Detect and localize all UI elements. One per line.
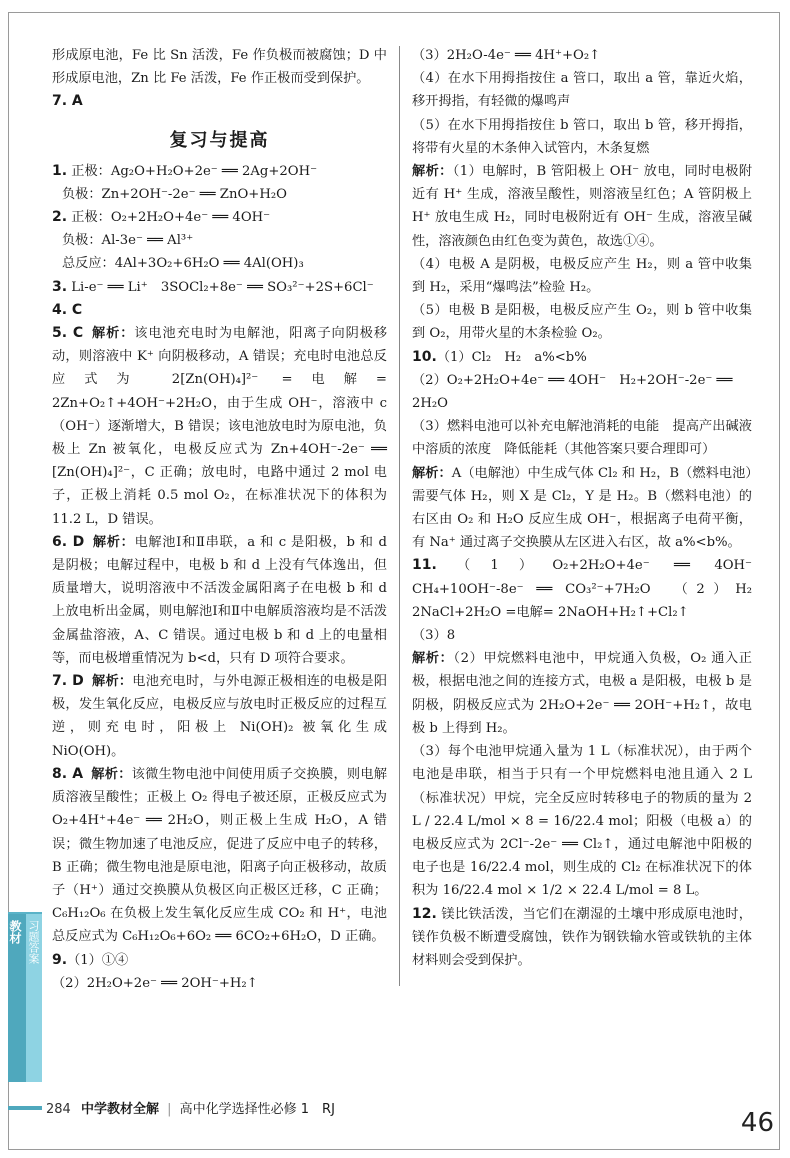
question-10-line-1: 10.（1）Cl₂ H₂ a%<b% [412,348,587,365]
footer-book-title: 中学教材全解 [80,1102,159,1117]
right-column [412,44,766,972]
q9-part-3: （3）2H₂O-4e⁻ ══ 4H⁺+O₂↑ [412,48,601,63]
question-10-analysis: 解析：A（电解池）中生成气体 Cl₂ 和 H₂，B（燃料电池）需要气体 H₂，则 X 是 Cl₂，Y 是 H₂。B（燃料电池）的右区由 O₂ 和 H₂O 反应生成 OH⁻，根据离子电荷平衡，有 Na⁺ 通过离子交换膜从左区进入右区，故 a%<b%。 [412,465,752,551]
side-tab [8,912,42,1082]
footer-accent-bar [8,1106,42,1110]
q9-analysis-1: 解析：（1）电解时，B 管阳极上 OH⁻ 放电，同时电极附近有 H⁺ 生成，溶液呈酸性，则溶液呈红色；A 管阴极上 H⁺ 放电生成 H₂，同时电极附近有 OH⁻ 生成，溶液呈碱性，溶液颜色由红色变为黄色，故选①④。 [412,164,753,249]
question-9-line-2: （2）2H₂O+2e⁻ ══ 2OH⁻+H₂↑ [52,975,258,991]
question-5: 5. C 解析：该电池充电时为电解池，阳离子向阴极移动，则溶液中 K⁺ 向阴极移动，A 错误；充电时电池总反应式为 2[Zn(OH)₄]²⁻ =电解= 2Zn+O₂↑+4OH⁻+2H₂O，由于生成 OH⁻，溶液中 c（OH⁻）逐渐增大，B 错误；该电池放电时为原电池，负极上 Zn 被氧化，电极反应式为 Zn+4OH⁻-2e⁻ ══ [Zn(OH)₄]²⁻，C 正确；放电时，电路中通过 2 mol 电子，正极上消耗 0.5 mol O₂，在标准状况下的体积为 11.2 L，D 错误。 [52,325,388,527]
question-1-line-1: 1. 正极：Ag₂O+H₂O+2e⁻ ══ 2Ag+2OH⁻ [52,162,318,179]
question-1-line-2: 负极：Zn+2OH⁻-2e⁻ ══ ZnO+H₂O [62,186,287,202]
question-3: 3. Li-e⁻ ══ Li⁺ 3SOCl₂+8e⁻ ══ SO₃²⁻+2S+6Cl⁻ [52,278,374,295]
question-6: 6. D 解析：电解池Ⅰ和Ⅱ串联，a 和 c 是阳极，b 和 d 是阴极；电解过程中，电极 b 和 d 上没有气体逸出，但质量增大，说明溶液中不活泼金属阳离子在电极 b 和 d 上放电析出金属，则电解池Ⅰ和Ⅱ中电解质溶液均是不活泼金属盐溶液，A、C 错误。通过电极 b 和 d 上的电量相等，而电极增重情况为 b<d，只有 D 项符合要求。 [52,533,388,666]
q9-analysis-4: （4）电极 A 是阴极，电极反应产生 H₂，则 a 管中收集到 H₂，采用“爆鸣法”检验 H₂。 [412,256,752,296]
footer [46,1098,335,1117]
question-2-line-3: 总反应：4Al+3O₂+6H₂O ══ 4Al(OH)₃ [62,256,304,272]
question-7-review: 7. D 解析：电池充电时，与外电源正极相连的电极是阳极，发生氧化反应，电极反应与放电时正极反应的过程互逆，则充电时，阳极上 Ni(OH)₂ 被氧化生成 NiO(OH)。 [52,673,388,759]
continued-text: 形成原电池，Fe 比 Sn 活泼，Fe 作负极而被腐蚀；D 中形成原电池，Zn 比 Fe 活泼，Fe 作正极而受到保护。 [52,48,387,87]
question-12: 12. 镁比铁活泼，当它们在潮湿的土壤中形成原电池时，镁作负极不断遭受腐蚀，铁作为钢铁输水管或铁轨的主体材料则会受到保护。 [412,905,752,968]
question-10-line-2: （2）O₂+2H₂O+4e⁻ ══ 4OH⁻ H₂+2OH⁻-2e⁻ ══ 2H₂O [412,372,733,412]
question-2-line-1: 2. 正极：O₂+2H₂O+4e⁻ ══ 4OH⁻ [52,209,271,226]
side-tab-main: 教材 [8,920,22,944]
column-divider [399,46,400,986]
footer-page-small: 284 [46,1102,71,1117]
q9-analysis-5: （5）电极 B 是阳极，电极反应产生 O₂，则 b 管中收集到 O₂，用带火星的木条检验 O₂。 [412,303,752,342]
q9-part-4: （4）在水下用拇指按住 a 管口，取出 a 管，靠近火焰，移开拇指，有轻微的爆鸣声 [412,71,752,110]
question-10-line-3: （3）燃料电池可以补充电解池消耗的电能 提高产出碱液中溶质的浓度 降低能耗（其他答案只要合理即可） [412,419,752,458]
left-column [52,44,387,995]
page-number: 46 [740,1108,774,1138]
question-9-line-1: 9.（1）①④ [52,951,129,968]
section-title: 复习与提高 [169,129,270,151]
question-11-line-2: （3）8 [412,628,456,644]
side-tab-sub: 习题答案 [27,920,40,964]
question-8: 8. A 解析：该微生物电池中间使用质子交换膜，则电解质溶液呈酸性；正极上 O₂ 得电子被还原，正极反应式为 O₂+4H⁺+4e⁻ ══ 2H₂O，则正极上生成 H₂O，A 错误；微生物加速了电池反应，促进了反应中电子的转移，B 正确；微生物电池是原电池，阳离子向正极移动，故质子（H⁺）通过交换膜从负极区向正极区迁移，C 正确；C₆H₁₂O₆ 在负极上发生氧化反应生成 CO₂ 和 H⁺，电池总反应式为 C₆H₁₂O₆+6O₂ ══ 6CO₂+6H₂O，D 正确。 [52,765,388,945]
question-11-analysis-3: （3）每个电池甲烷通入量为 1 L（标准状况），由于两个电池是串联，相当于只有一个甲烷燃料电池且通入 2 L（标准状况）甲烷，完全反应时转移电子的物质的量为 2 L / 22.4 L/mol × 8 = 16/22.4 mol；阳极（电极 a）的电极反应式为 2Cl⁻-2e⁻ ══ Cl₂↑，通过电解池中阳极的电子也是 16/22.4 mol，则生成的 Cl₂ 在标准状况下的体积为 16/22.4 mol × 1/2 × 22.4 L/mol = 8 L。 [412,744,752,899]
q9-part-5: （5）在水下用拇指按住 b 管口，取出 b 管，移开拇指，将带有火星的木条伸入试管内，木条复燃 [412,117,752,156]
footer-separator: | [167,1102,172,1117]
question-11-line-1: 11.（1）O₂+2H₂O+4e⁻ ══ 4OH⁻ CH₄+10OH⁻-8e⁻ ══ CO₃²⁻+7H₂O （2）H₂ 2NaCl+2H₂O =电解= 2NaOH+H₂↑+Cl₂↑ [412,557,766,620]
footer-subtitle: 高中化学选择性必修 1 RJ [179,1102,335,1117]
question-11-analysis-2: 解析：（2）甲烷燃料电池中，甲烷通入负极，O₂ 通入正极，根据电池之间的连接方式，电极 a 是阳极，电极 b 是阴极，阴极反应式为 2H₂O+2e⁻ ══ 2OH⁻+H₂↑，故电极 b 上得到 H₂。 [412,651,752,736]
question-2-line-2: 负极：Al-3e⁻ ══ Al³⁺ [62,233,194,249]
answer-7: 7. A [52,93,83,110]
answer-4: 4. C [52,301,83,318]
